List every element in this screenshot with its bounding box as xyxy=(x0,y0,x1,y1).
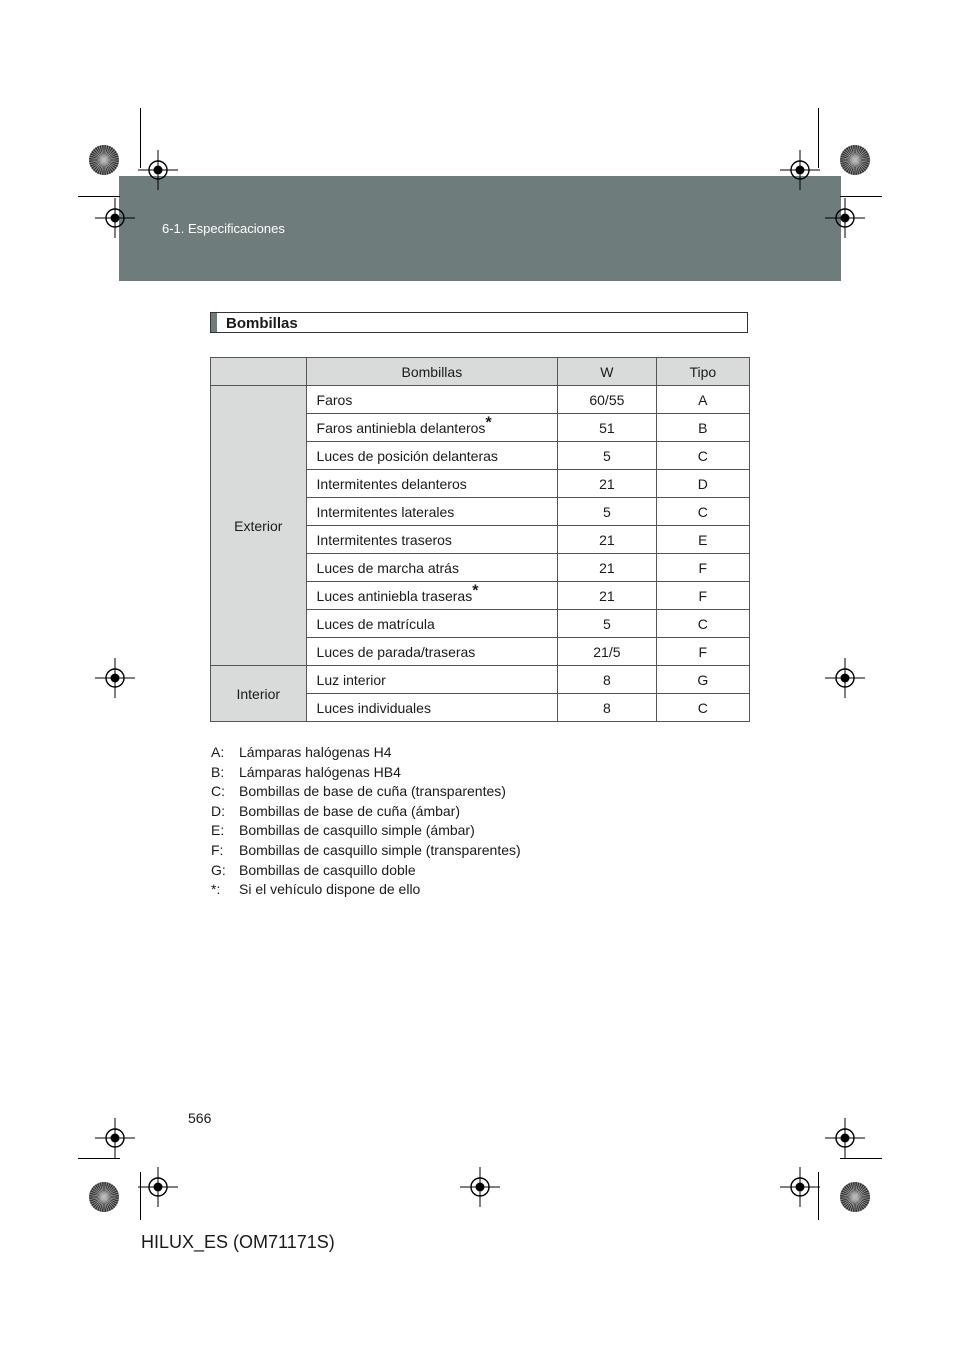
table-header-cell xyxy=(211,358,307,386)
optional-asterisk: * xyxy=(485,413,492,431)
type-cell: C xyxy=(656,694,749,722)
bulb-name-cell xyxy=(306,582,558,610)
type-legend xyxy=(211,743,521,900)
type-cell: D xyxy=(656,470,749,498)
type-cell: F xyxy=(656,582,749,610)
bulb-name-cell xyxy=(306,498,558,526)
footer-code: HILUX_ES (OM71171S) xyxy=(141,1232,335,1252)
crosshair-icon xyxy=(460,1167,500,1207)
legend-item xyxy=(211,782,521,802)
book-stamp: HILUX_ES.book Page 566 Wednesday, March 23, 2011 4:15 PM xyxy=(180,167,461,176)
bulb-name: Intermitentes laterales xyxy=(316,503,455,520)
bulb-name: Luces individuales xyxy=(316,699,431,716)
page-number: 566 xyxy=(188,1110,212,1126)
crop-line xyxy=(818,108,819,168)
starburst-icon xyxy=(87,1180,121,1214)
wattage-cell: 21 xyxy=(558,526,656,554)
section-title-marker xyxy=(211,313,217,332)
bulb-name-cell xyxy=(306,638,558,666)
type-cell: A xyxy=(656,386,749,414)
bulb-table xyxy=(210,357,750,722)
legend-item xyxy=(211,802,521,822)
bulb-name: Intermitentes delanteros xyxy=(316,475,467,492)
bulb-name-cell xyxy=(306,470,558,498)
wattage-cell: 5 xyxy=(558,498,656,526)
wattage-cell: 21/5 xyxy=(558,638,656,666)
group-cell: Interior xyxy=(211,666,307,722)
legend-text: Bombillas de casquillo simple (ámbar) xyxy=(239,822,475,839)
header-section-title: 6-1. Especificaciones xyxy=(162,221,285,236)
crop-line xyxy=(140,108,141,168)
crop-line xyxy=(840,1158,882,1159)
starburst-icon xyxy=(838,1180,872,1214)
wattage-cell: 51 xyxy=(558,414,656,442)
legend-item xyxy=(211,763,521,783)
type-cell: E xyxy=(656,526,749,554)
bulb-name: Luces antiniebla traseras xyxy=(316,587,473,604)
legend-item xyxy=(211,880,521,900)
bulb-name: Luz interior xyxy=(316,671,386,688)
legend-text: Bombillas de base de cuña (transparentes) xyxy=(239,783,506,800)
starburst-icon xyxy=(838,143,872,177)
section-title-box xyxy=(210,312,748,333)
bulb-name: Luces de parada/traseras xyxy=(316,643,476,660)
bulb-name: Faros xyxy=(316,391,353,408)
crosshair-icon xyxy=(825,198,865,238)
type-cell: F xyxy=(656,554,749,582)
crosshair-icon xyxy=(95,1118,135,1158)
type-cell: C xyxy=(656,610,749,638)
bulb-name: Luces de posición delanteras xyxy=(316,447,498,464)
table-row xyxy=(211,386,750,414)
bulb-name-cell xyxy=(306,610,558,638)
legend-key: G: xyxy=(211,861,226,878)
legend-key: C: xyxy=(211,783,225,800)
wattage-cell: 21 xyxy=(558,470,656,498)
type-cell: F xyxy=(656,638,749,666)
table-header-cell: Bombillas xyxy=(306,358,558,386)
legend-key: D: xyxy=(211,802,225,819)
type-cell: C xyxy=(656,498,749,526)
crosshair-icon xyxy=(780,1167,820,1207)
starburst-icon xyxy=(87,143,121,177)
wattage-cell: 5 xyxy=(558,442,656,470)
table-header-cell: W xyxy=(558,358,656,386)
legend-text: Bombillas de casquillo simple (transparentes) xyxy=(239,841,521,858)
bulb-name-cell xyxy=(306,526,558,554)
crop-line xyxy=(840,196,882,197)
optional-asterisk: * xyxy=(472,581,479,599)
wattage-cell: 8 xyxy=(558,694,656,722)
legend-text: Lámparas halógenas HB4 xyxy=(239,763,401,780)
wattage-cell: 8 xyxy=(558,666,656,694)
crop-line xyxy=(140,1172,141,1220)
legend-item xyxy=(211,743,521,763)
bulb-name-cell xyxy=(306,442,558,470)
legend-item xyxy=(211,861,521,881)
crop-line xyxy=(78,1158,120,1159)
legend-key: B: xyxy=(211,763,225,780)
crosshair-icon xyxy=(780,150,820,190)
bulb-name-cell xyxy=(306,666,558,694)
crosshair-icon xyxy=(95,658,135,698)
crosshair-icon xyxy=(138,1167,178,1207)
bulb-name-cell xyxy=(306,694,558,722)
type-cell: G xyxy=(656,666,749,694)
wattage-cell: 21 xyxy=(558,582,656,610)
crosshair-icon xyxy=(95,198,135,238)
legend-key: F: xyxy=(211,841,224,858)
crop-line xyxy=(818,1172,819,1220)
bulb-name-cell xyxy=(306,386,558,414)
legend-text: Si el vehículo dispone de ello xyxy=(239,881,421,898)
legend-text: Bombillas de base de cuña (ámbar) xyxy=(239,802,461,819)
bulb-name: Faros antiniebla delanteros xyxy=(316,419,486,436)
bulb-name: Luces de marcha atrás xyxy=(316,559,459,576)
wattage-cell: 5 xyxy=(558,610,656,638)
crosshair-icon xyxy=(825,1118,865,1158)
legend-key: *: xyxy=(211,881,221,898)
legend-text: Lámparas halógenas H4 xyxy=(239,744,392,760)
group-cell: Exterior xyxy=(211,386,307,666)
type-cell: B xyxy=(656,414,749,442)
legend-item xyxy=(211,821,521,841)
table-header-row xyxy=(211,358,750,386)
wattage-cell: 21 xyxy=(558,554,656,582)
legend-item xyxy=(211,841,521,861)
crosshair-icon xyxy=(138,150,178,190)
crosshair-icon xyxy=(825,658,865,698)
table-header-cell: Tipo xyxy=(656,358,749,386)
bulb-name: Luces de matrícula xyxy=(316,615,435,632)
table-row xyxy=(211,666,750,694)
wattage-cell: 60/55 xyxy=(558,386,656,414)
type-cell: C xyxy=(656,442,749,470)
section-title: Bombillas xyxy=(226,315,298,332)
legend-key: A: xyxy=(211,744,225,760)
crop-line xyxy=(78,196,120,197)
legend-text: Bombillas de casquillo doble xyxy=(239,861,416,878)
bulb-name-cell xyxy=(306,414,558,442)
legend-key: E: xyxy=(211,822,225,839)
bulb-name: Intermitentes traseros xyxy=(316,531,452,548)
bulb-name-cell xyxy=(306,554,558,582)
